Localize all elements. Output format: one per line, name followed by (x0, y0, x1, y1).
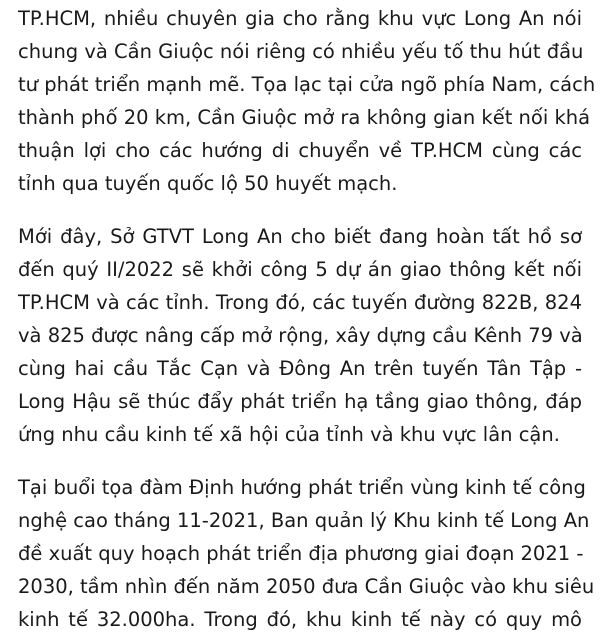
paragraph-1 (18, 2, 596, 200)
paragraph-2 (18, 220, 582, 451)
text-line: đến quý II/2022 sẽ khởi công 5 dự án giao thông kết nối (18, 258, 582, 281)
text-line: 2030, tầm nhìn đến năm 2050 đưa Cần Giuộc vào khu siêu (18, 575, 595, 598)
text-line: và 825 được nâng cấp mở rộng, xây dựng cầu Kênh 79 và (18, 324, 583, 347)
text-line: ứng nhu cầu kinh tế xã hội của tỉnh và khu vực lân cận. (18, 423, 560, 446)
text-line: Long Hậu sẽ thúc đẩy phát triển hạ tầng giao thông, đáp (18, 390, 582, 413)
text-line: Mới đây, Sở GTVT Long An cho biết đang hoàn tất hồ sơ (18, 225, 582, 248)
text-line: thuận lợi cho các hướng di chuyển về TP.HCM cùng các (18, 139, 582, 162)
text-line: thành phố 20 km, Cần Giuộc mở ra không gian kết nối khá (18, 106, 591, 129)
text-line: đề xuất quy hoạch phát triển địa phương giai đoạn 2021 - (18, 542, 584, 565)
article-body (18, 2, 596, 636)
text-line: chung và Cần Giuộc nói riêng có nhiều yếu tố thu hút đầu (18, 40, 584, 63)
text-line: Tại buổi tọa đàm Định hướng phát triển vùng kinh tế công (18, 476, 586, 499)
text-line: cùng hai cầu Tắc Cạn và Đông An trên tuyến Tân Tập - (18, 357, 582, 380)
text-line: TP.HCM và các tỉnh. Trong đó, các tuyến đường 822B, 824 (18, 291, 582, 314)
text-line: kinh tế 32.000ha. Trong đó, khu kinh tế này có quy mô (18, 608, 582, 631)
text-line: tư phát triển mạnh mẽ. Tọa lạc tại cửa ngõ phía Nam, cách (18, 73, 596, 96)
paragraph-3 (18, 471, 595, 636)
text-line: tỉnh qua tuyến quốc lộ 50 huyết mạch. (18, 172, 398, 195)
text-line: TP.HCM, nhiều chuyên gia cho rằng khu vực Long An nói (18, 7, 582, 30)
text-line: nghệ cao tháng 11-2021, Ban quản lý Khu kinh tế Long An (18, 509, 590, 532)
